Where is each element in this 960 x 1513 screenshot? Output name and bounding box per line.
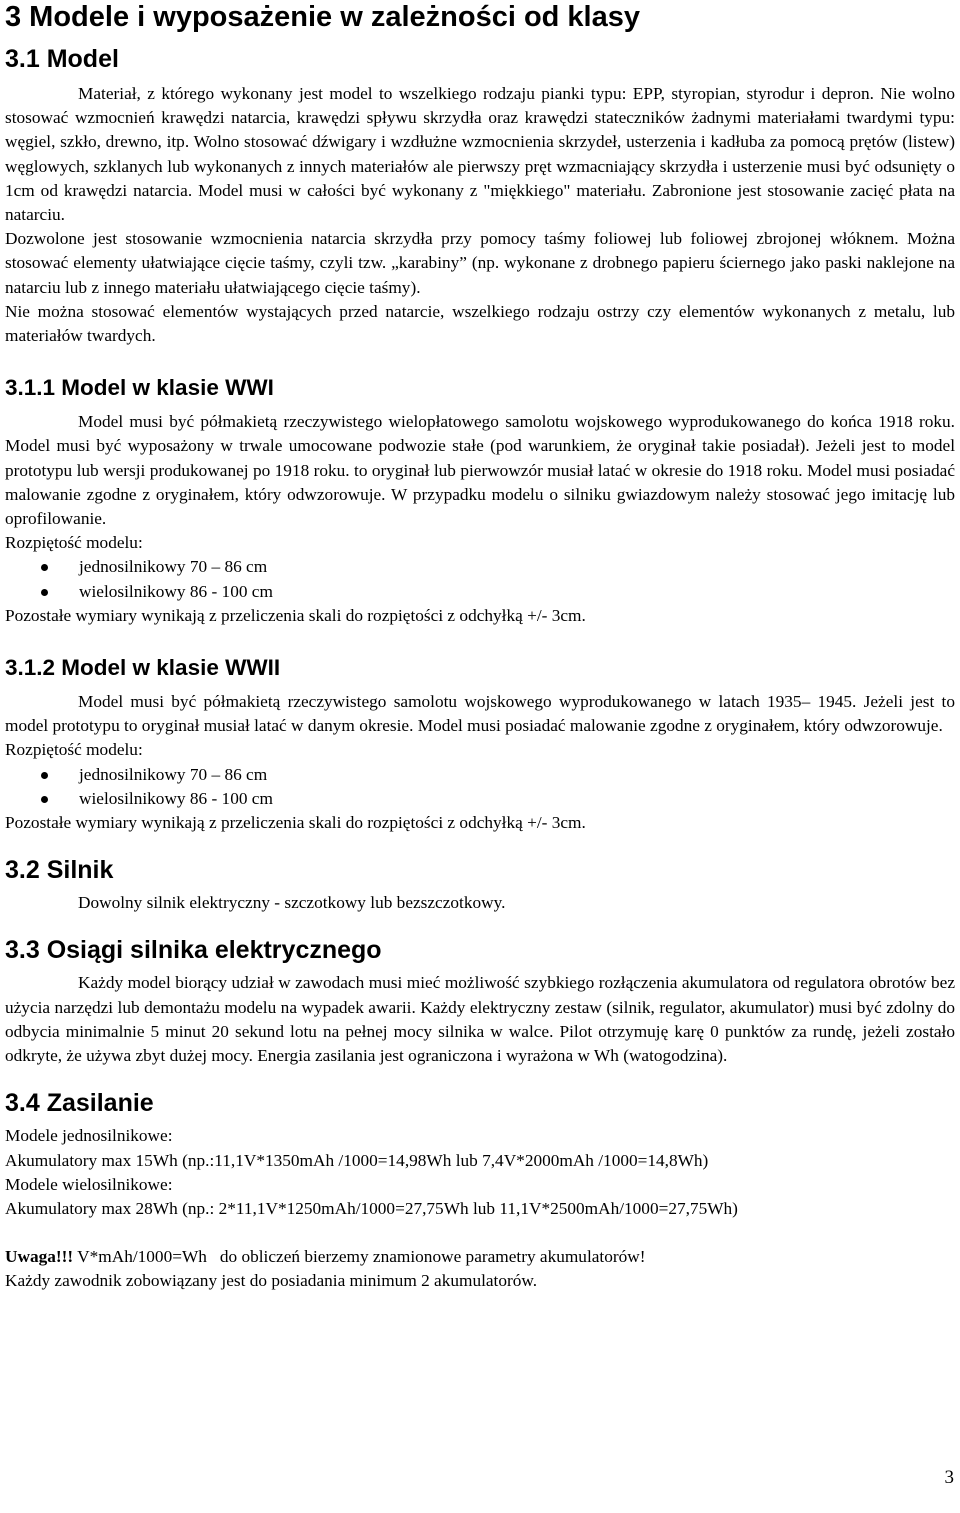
section-3-2-paragraph: Dowolny silnik elektryczny - szczotkowy lub bezszczotkowy. bbox=[78, 893, 506, 913]
list-item: jednosilnikowy 70 – 86 cm bbox=[5, 555, 955, 579]
section-3-1-paragraph-1: Materiał, z którego wykonany jest model to wszelkiego rodzaju pianki typu: EPP, styropian, styrodur i depron. Nie wolno stosować wzmocnień krawędzi natarcia, krawędzi spływu skrzydła oraz krawędzi stateczników żadnymi materiałami twardymi typu: węgiel, szkło, drewno, itp. Wolno stosować dźwigary i wzdłużne wzmocnienia skrzydeł, usterzenia i kadłuba za pomocą prętów (listew) węglowych, szklanych lub wykonanych z innych materiałów ale pierwszy pręt wzmacniający skrzydła i usterzenie musi być odsunięty o 1cm od krawędzi natarcia. Model musi w całości być wykonany z "miękkiego" materiału. Zabronione jest stosowanie zacięć płata na natarciu. bbox=[5, 84, 955, 225]
section-3-4-line-4: Akumulatory max 28Wh (np.: 2*11,1V*1250mAh/1000=27,75Wh lub 11,1V*2500mAh/1000=27,75Wh) bbox=[5, 1198, 738, 1218]
section-3-1-1-paragraph-1: Model musi być półmakietą rzeczywistego wielopłatowego samolotu wojskowego wyprodukowanego do końca 1918 roku. Model musi być wyposażony w trwale umocowane podwozie stałe (pod warunkiem, że oryginał takie posiadał). Jeżeli jest to model prototypu lub wersji produkowanej po 1918 roku. to oryginał lub pierwowzór musiał latać w okresie do 1918 roku. Model musi posiadać malowanie zgodne z oryginałem, który odwzorowuje. W przypadku modelu o silniku gwiazdowym należy stosować jego imitację lub oprofilowanie. bbox=[5, 412, 955, 529]
bullet-icon bbox=[41, 772, 48, 779]
section-3-1-2-bullet-list bbox=[5, 763, 955, 811]
list-item: wielosilnikowy 86 - 100 cm bbox=[5, 580, 955, 604]
warning-note bbox=[5, 1245, 955, 1269]
section-3-1-title: 3.1 Model bbox=[5, 45, 119, 73]
section-3-1-paragraph-3: Nie można stosować elementów wystających przed natarcie, wszelkiego rodzaju ostrzy czy elementów wykonanych z metalu, lub materiałów twardych. bbox=[5, 301, 955, 346]
section-3-1-2-title: 3.1.2 Model w klasie WWII bbox=[5, 655, 281, 681]
warning-text: V*mAh/1000=Wh do obliczeń bierzemy znamionowe parametry akumulatorów! bbox=[73, 1247, 646, 1267]
section-3-1-2-paragraph-2: Pozostałe wymiary wynikają z przeliczenia skali do rozpiętości z odchyłką +/- 3cm. bbox=[5, 813, 586, 833]
section-3-2-title: 3.2 Silnik bbox=[5, 856, 114, 885]
section-3-1-1-bullet-list bbox=[5, 555, 955, 603]
section-3-1-2-paragraph-1: Model musi być półmakietą rzeczywistego samolotu wojskowego wyprodukowanego w latach 1935– 1945. Jeżeli jest to model prototypu to oryginał musiał latać w danym okresie. Model musi posiadać malowanie zgodne z oryginałem, który odwzorowuje. bbox=[5, 692, 955, 736]
warning-label: Uwaga!!! bbox=[5, 1247, 74, 1267]
page-number: 3 bbox=[944, 1467, 954, 1488]
bullet-icon bbox=[41, 589, 48, 596]
section-3-1-1-paragraph-2: Pozostałe wymiary wynikają z przeliczenia skali do rozpiętości z odchyłką +/- 3cm. bbox=[5, 605, 586, 625]
section-3-1-1-title: 3.1.1 Model w klasie WWI bbox=[5, 375, 274, 401]
section-3-4-line-1: Modele jednosilnikowe: bbox=[5, 1126, 173, 1146]
section-3-4-line-3: Modele wielosilnikowe: bbox=[5, 1174, 173, 1194]
bullet-icon bbox=[41, 796, 48, 803]
list-item: jednosilnikowy 70 – 86 cm bbox=[5, 763, 955, 787]
section-3-3-title: 3.3 Osiągi silnika elektrycznego bbox=[5, 936, 382, 965]
section-3-1-2-span-label: Rozpiętość modelu: bbox=[5, 740, 143, 760]
section-3-4-line-2: Akumulatory max 15Wh (np.:11,1V*1350mAh /1000=14,98Wh lub 7,4V*2000mAh /1000=14,8Wh) bbox=[5, 1150, 709, 1170]
section-3-3-paragraph: Każdy model biorący udział w zawodach musi mieć możliwość szybkiego rozłączenia akumulatora od regulatora obrotów bez użycia narzędzi lub demontażu modelu na wypadek awarii. Każdy elektryczny zestaw (silnik, regulator, akumulator) musi być zdolny do odbycia minimalnie 5 minut 20 sekund lotu na pełnej mocy silnika w walce. Pilot otrzymuję karę 0 punktów za rundę, jeżeli zostało odkryte, że używa zbyt dużej mocy. Energia zasilania jest ograniczona i wyrażona w Wh (watogodzina). bbox=[5, 973, 955, 1066]
bullet-icon bbox=[41, 564, 48, 571]
list-item: wielosilnikowy 86 - 100 cm bbox=[5, 787, 955, 811]
section-3-4-line-5: Każdy zawodnik zobowiązany jest do posiadania minimum 2 akumulatorów. bbox=[5, 1271, 538, 1291]
section-3-1-paragraph-2: Dozwolone jest stosowanie wzmocnienia natarcia skrzydła przy pomocy taśmy foliowej lub foliowej zbrojonej włóknem. Można stosować elementy ułatwiające cięcie taśmy, czyli tzw. „karabiny” (np. wykonane z drobnego papieru ściernego jako paski naklejone na natarciu lub z innego materiału ułatwiającego cięcie taśmy). bbox=[5, 229, 955, 297]
section-3-1-1-span-label: Rozpiętość modelu: bbox=[5, 533, 143, 553]
chapter-title: 3 Modele i wyposażenie w zależności od klasy bbox=[5, 1, 640, 33]
section-3-4-title: 3.4 Zasilanie bbox=[5, 1089, 154, 1118]
